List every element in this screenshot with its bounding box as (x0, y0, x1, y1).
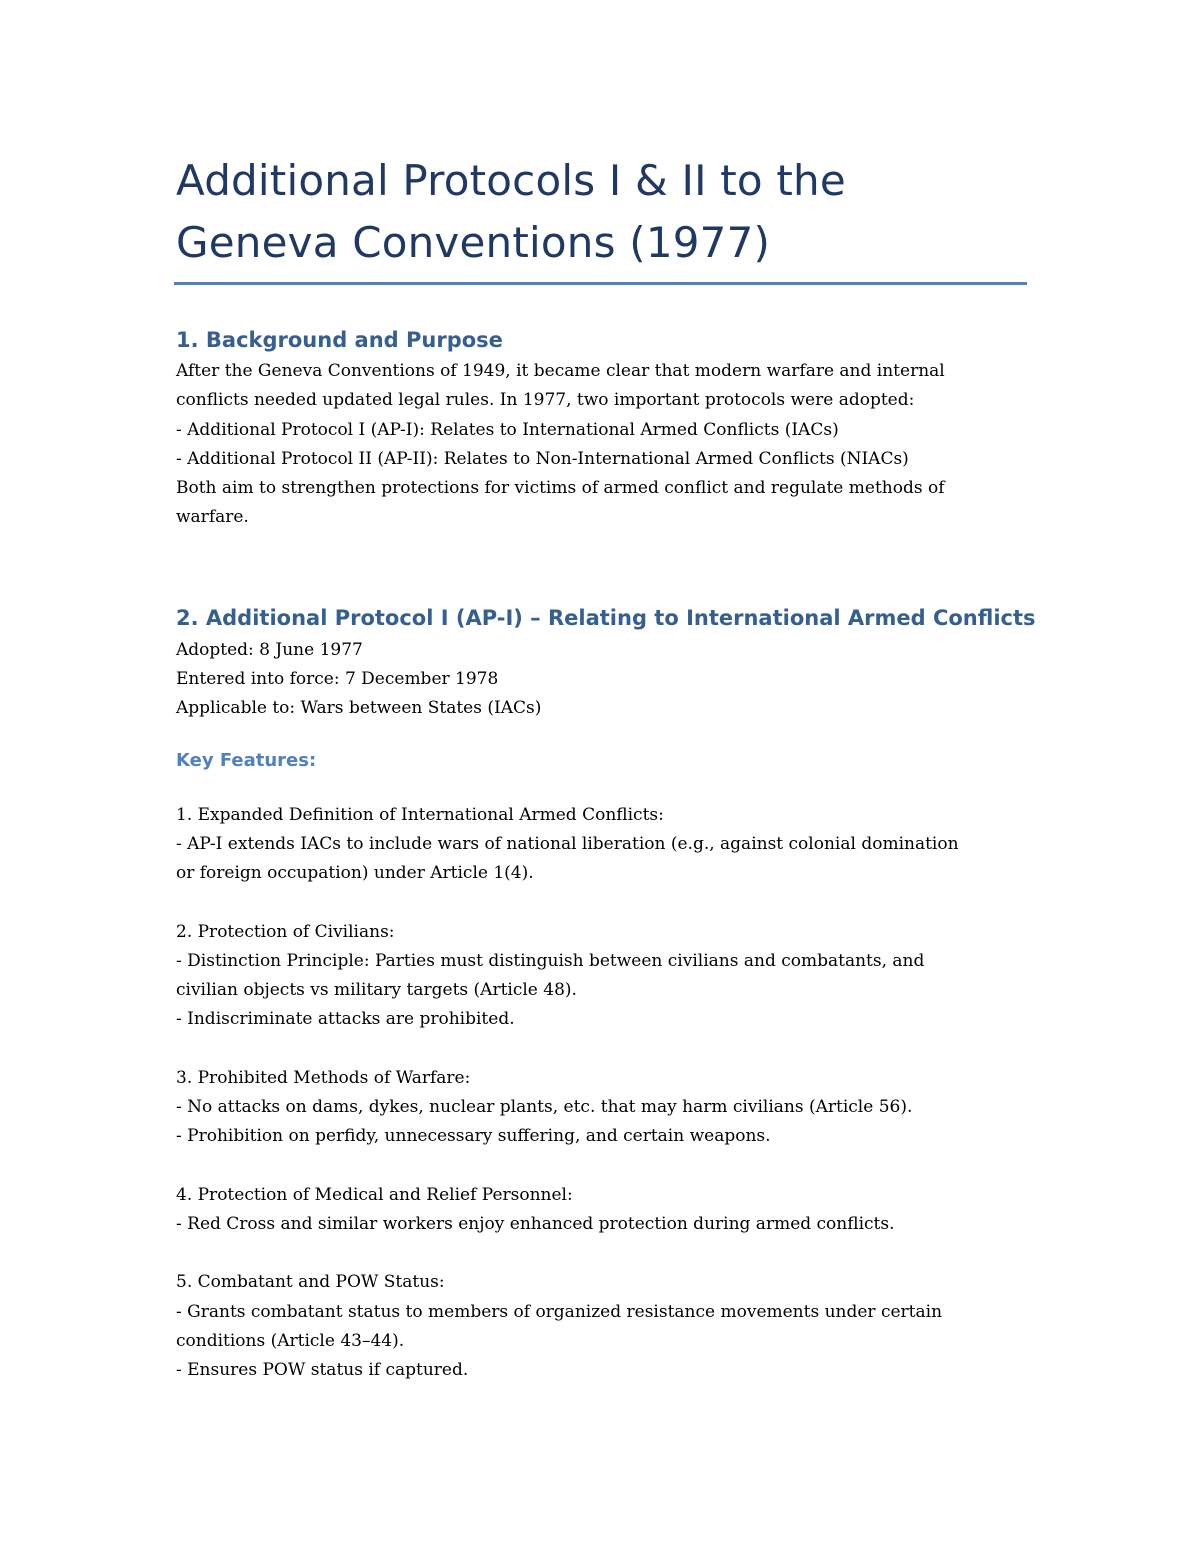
feature-item (176, 918, 1036, 1035)
section-1-line: conflicts needed updated legal rules. In 1977, two important protocols were adopted: (176, 390, 915, 411)
entry-into-force-date: Entered into force: 7 December 1978 (176, 669, 499, 690)
section-1-line: After the Geneva Conventions of 1949, it became clear that modern warfare and internal (176, 361, 945, 381)
title-line-1: Additional Protocols I & II to the (176, 156, 846, 205)
feature-title: 3. Prohibited Methods of Warfare: (176, 1067, 471, 1088)
feature-item (176, 1181, 1036, 1240)
feature-line: or foreign occupation) under Article 1(4). (176, 863, 534, 884)
applicable-to: Applicable to: Wars between States (IACs) (176, 698, 542, 719)
section-2-heading: 2. Additional Protocol I (AP-I) – Relating to International Armed Conflicts (176, 605, 1036, 630)
spacer (176, 1152, 1036, 1181)
feature-title: 5. Combatant and POW Status: (176, 1272, 445, 1293)
feature-title: 4. Protection of Medical and Relief Personnel: (176, 1184, 573, 1205)
feature-line: - Grants combatant status to members of organized resistance movements under certain (176, 1301, 943, 1322)
feature-title: 1. Expanded Definition of International Armed Conflicts: (176, 804, 664, 825)
adopted-date: Adopted: 8 June 1977 (176, 639, 363, 660)
section-ap-i (176, 603, 1036, 1386)
feature-title: 2. Protection of Civilians: (176, 921, 395, 942)
section-background (176, 325, 1036, 533)
feature-line: - AP-I extends IACs to include wars of national liberation (e.g., against colonial domination (176, 833, 959, 854)
feature-line: - Red Cross and similar workers enjoy enhanced protection during armed conflicts. (176, 1213, 895, 1234)
section-1-line: warfare. (176, 507, 249, 528)
section-1-heading: 1. Background and Purpose (176, 328, 503, 352)
key-features-heading: Key Features: (176, 749, 317, 771)
section-1-line: - Additional Protocol I (AP-I): Relates to International Armed Conflicts (IACs) (176, 419, 839, 440)
section-1-line: - Additional Protocol II (AP-II): Relates to Non-International Armed Conflicts (NIACs) (176, 448, 909, 469)
feature-line: - Prohibition on perfidy, unnecessary suffering, and certain weapons. (176, 1126, 771, 1147)
feature-line: - No attacks on dams, dykes, nuclear plants, etc. that may harm civilians (Article 56). (176, 1097, 913, 1118)
feature-item (176, 801, 1036, 889)
document-page (176, 150, 1036, 1385)
feature-line: conditions (Article 43–44). (176, 1330, 405, 1351)
feature-list (176, 801, 1036, 1386)
feature-line: - Distinction Principle: Parties must distinguish between civilians and combatants, and (176, 950, 925, 971)
title-line-2: Geneva Conventions (1977) (176, 218, 771, 267)
title-underline (174, 282, 1027, 285)
section-1-body (176, 357, 1036, 533)
spacer (176, 889, 1036, 918)
feature-item (176, 1268, 1036, 1385)
spacer (176, 1239, 1036, 1268)
feature-line: civilian objects vs military targets (Article 48). (176, 980, 577, 1001)
feature-line: - Ensures POW status if captured. (176, 1360, 469, 1381)
spacer (176, 1035, 1036, 1064)
document-title (176, 150, 1036, 274)
section-2-facts (176, 636, 1036, 724)
feature-line: - Indiscriminate attacks are prohibited. (176, 1009, 515, 1030)
feature-item (176, 1064, 1036, 1152)
section-1-line: Both aim to strengthen protections for victims of armed conflict and regulate methods of (176, 478, 945, 499)
